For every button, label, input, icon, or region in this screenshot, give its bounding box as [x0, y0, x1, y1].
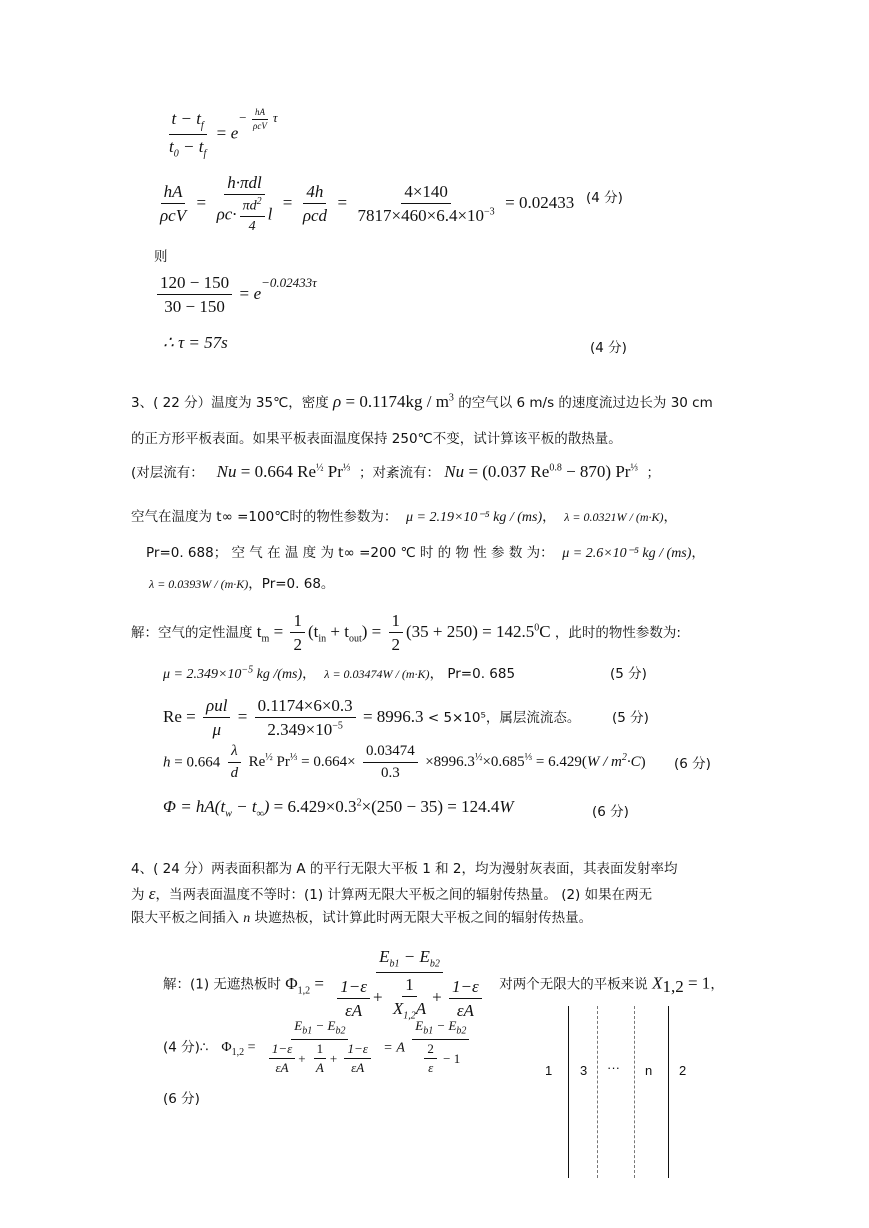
substitution-equation: $\frac{120 - 150}{30 - 150}$ = e−0.02433τ	[154, 272, 317, 318]
sol3-re: Re = $\frac{\text{ρul}}{\mu}$ = $\frac{0.1174\times 6\times 0.3}{2.349\times 10^{-5}}$ = 8996.3 < 5×10⁵，属层流流态。	[163, 696, 581, 740]
q3-line2: 的正方形平板表面。如果平板表面温度保持 250℃不变，试计算该平板的散热量。	[131, 431, 622, 447]
plate-label-2: 2	[679, 1063, 687, 1078]
re-score: (5 分)	[612, 710, 649, 726]
sol3-intro: 解：空气的定性温度	[131, 624, 253, 641]
plate-label-1: 1	[545, 1063, 553, 1078]
q4-line2: 为 ε，当两表面温度不等时：(1) 计算两无限大平板之间的辐射传热量。 (2) 如果在两无	[131, 884, 653, 903]
then-word: 则	[154, 249, 168, 265]
turbulent-end: ；	[646, 465, 661, 481]
ratio-score: (4 分)	[586, 190, 623, 206]
sol4-phi12-b: (4 分)∴ $\Phi_{1,2}$ = $E_{b1} - E_{b2}$ $\frac{1-\varepsilon}{\varepsilon A}$ + $\frac{1}{A}$ + $\frac{1-\varepsilon}{\varepsilon A}$ = A $E_{b1} - E_{b2}$ $\frac{2}{\varepsilon}$ − 1	[163, 1018, 472, 1077]
prop2-mu: μ = 2.6×10⁻⁵ kg / (ms)	[562, 546, 692, 561]
prop2-lambda: λ = 0.0393W / (m·K)	[149, 577, 249, 591]
q3-prop2: Pr=0. 688； 空 气 在 温 度 为 t∞ =200 ℃ 时 的 物 性 参 数 为： μ = 2.6×10⁻⁵ kg / (ms)，	[146, 545, 705, 561]
score-a: (4 分)∴	[163, 1039, 209, 1056]
sol3-h: h = 0.664 $\frac{\lambda}{d}$ $Re^{\frac{1}{2}}$ $Pr^{\frac{1}{3}} = 0.664\times$ $\frac{0.03474}{0.3}$ $\times 8996.3^{\frac{1}{2}}\times 0.685^{\frac{1}{3}} = 6.429(W / m^2\cdot C)$	[163, 743, 646, 781]
lumped-equation: $\frac{t - t_f}{t_0 - t_f}$ = e− $\frac{hA}{\text{ρcV}}$ τ	[169, 106, 278, 160]
plate-1-line	[568, 1006, 569, 1178]
tau-score: (4 分)	[590, 340, 627, 356]
prop1-label: 空气在温度为 t∞ =100℃时的物性参数为：	[131, 509, 398, 525]
substitution-exponent: −0.02433τ	[261, 274, 317, 290]
sol3-tm: 解：空气的定性温度 $t_m$ = $\frac{1}{2}$ $(t_{in} + t_{out})$ = $\frac{1}{2}$ $(35 + 250) = 142.5^0C$ ，此时的物性参数为:	[131, 611, 681, 655]
q3-prop1: 空气在温度为 t∞ =100℃时的物性参数为： μ = 2.19×10⁻⁵ kg / (ms)， λ = 0.0321W / (m·K)，	[131, 509, 678, 525]
plate-label-dots: ···	[607, 1060, 620, 1075]
props-score: (5 分)	[610, 666, 647, 682]
q3-hint: (对层流有： Nu = 0.664 $Re^{\frac{1}{2}}$ $Pr^{\frac{1}{3}}$ ；对紊流有： Nu = (0.037 $Re^{0.8} - 870$) $Pr^{\frac{1}{3}}$ ；	[131, 462, 661, 481]
ratio-equation: $\frac{hA}{\text{ρcV}}$ = h·πdl ρc· $\frac{\pi d^2}{4}$ l = $\frac{4h}{\text{ρcd}}$ = $\frac{4\times 140}{7817\times 460\times 6.4\times 10^{-3}}$ = 0.02433	[160, 173, 575, 235]
prop1-lambda: λ = 0.0321W / (m·K)	[564, 510, 664, 524]
q3-line1: 3、( 22 分）温度为 35℃，密度 $\rho = 0.1174kg / m^3$ 的空气以 6 m/s 的速度流过边长为 30 cm	[131, 392, 713, 411]
plate-label-n: n	[645, 1063, 653, 1078]
q3-prop3	[149, 572, 334, 592]
sol3-props: $\mu = 2.349\times 10^{-5}$ kg /(ms)， λ = 0.03474W / (m·K)， Pr=0. 685	[163, 664, 516, 682]
ratio-result: = 0.02433	[505, 192, 575, 212]
sol3-phi: $\Phi = hA(t_w - t_\infty) = 6.429\times 0.3^2\times(250 - 35) = 124.4W$	[163, 797, 514, 820]
turbulent-label: ；对紊流有：	[359, 465, 440, 481]
q4-line1: 4、( 24 分）两表面积都为 A 的平行无限大平板 1 和 2，均为漫射灰表面，其表面发射率均	[131, 861, 678, 877]
laminar-label: (对层流有：	[131, 465, 204, 481]
sol4-phi12: 解：(1) 无遮热板时 $\Phi_{1,2}$ = $E_{b1} - E_{b2}$ $\frac{1-\varepsilon}{\varepsilon A}$ + $\frac{1}{X_{1,2}A}$ + $\frac{1-\varepsilon}{\varepsilon A}$ 对两个无限大的平板来说 $X_{1,2} = 1$，	[163, 947, 724, 1022]
phi-score: (6 分)	[592, 804, 629, 820]
plate-label-3: 3	[580, 1063, 588, 1078]
sol4-intro: 解：(1) 无遮热板时	[163, 976, 281, 993]
sol3-after: ，此时的物性参数为:	[554, 624, 681, 641]
prop2-pr: ，Pr=0. 68。	[248, 576, 335, 592]
prop2-text: Pr=0. 688； 空 气 在 温 度 为 t∞ =200 ℃ 时 的 物 性 参 数 为：	[146, 545, 554, 561]
h-score: (6 分)	[674, 756, 711, 772]
prop1-mu: μ = 2.19×10⁻⁵ kg / (ms)	[405, 510, 543, 525]
plate-3-line	[597, 1006, 598, 1178]
q4-line3: 限大平板之间插入 n 块遮热板，试计算此时两无限大平板之间的辐射传热量。	[131, 910, 593, 926]
plate-mid-line	[634, 1006, 635, 1178]
tau-result: ∴ τ = 57s	[163, 333, 228, 352]
plate-2-line	[668, 1006, 669, 1178]
re-tail: < 5×10⁵，属层流流态。	[427, 709, 581, 726]
score-b: (6 分)	[163, 1091, 200, 1107]
